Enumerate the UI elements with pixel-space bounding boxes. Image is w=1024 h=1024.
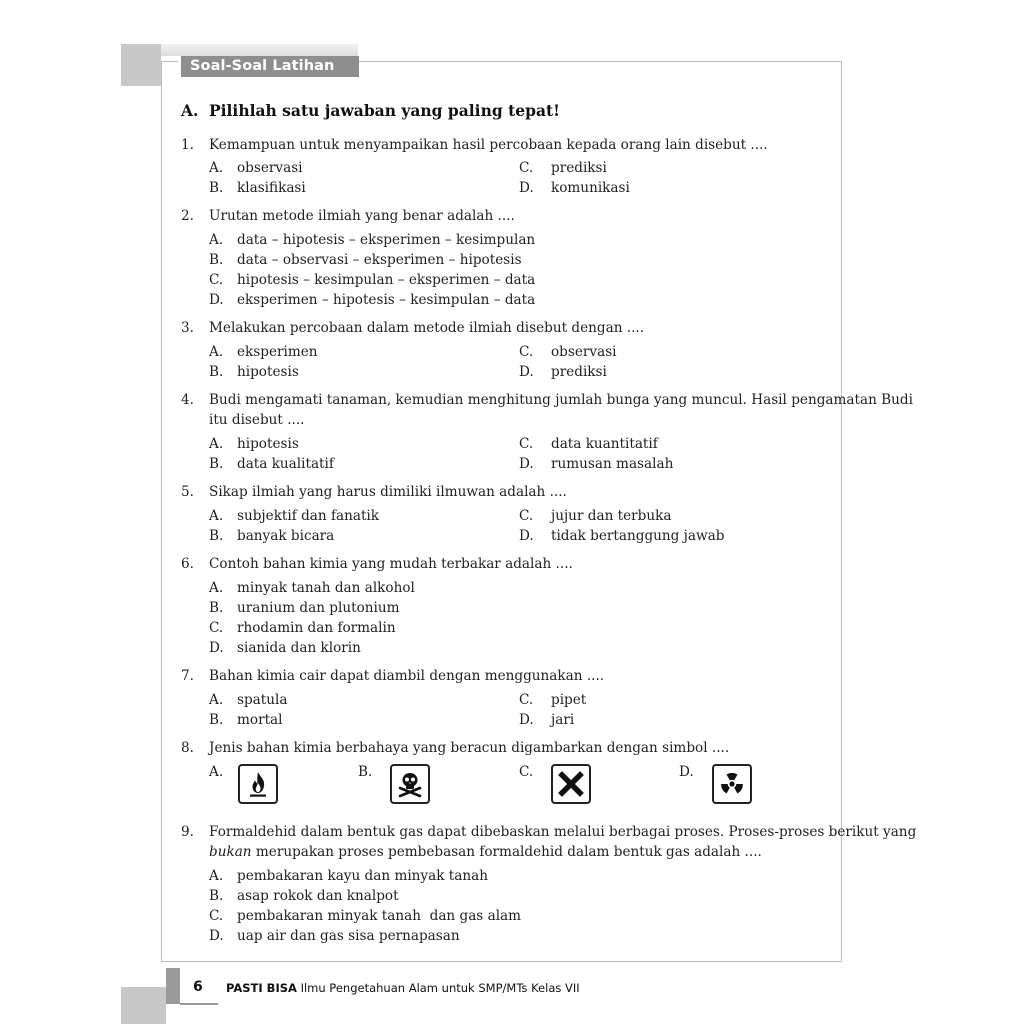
option-letter: D. <box>679 764 694 780</box>
flammable-symbol-icon <box>238 764 278 804</box>
option-text: klasifikasi <box>237 180 306 196</box>
option-letter: A. <box>209 344 224 360</box>
option-letter: A. <box>209 580 224 596</box>
option-letter: C. <box>519 508 534 524</box>
option-text: asap rokok dan knalpot <box>237 888 399 904</box>
option-text: observasi <box>551 344 617 360</box>
question-text: Contoh bahan kimia yang mudah terbakar adalah .... <box>209 556 573 572</box>
question-text: Jenis bahan kimia berbahaya yang beracun digambarkan dengan simbol .... <box>209 740 730 756</box>
option-text: subjektif dan fanatik <box>237 508 380 524</box>
option-letter: B. <box>209 456 224 472</box>
option-letter: D. <box>519 456 534 472</box>
option-text: hipotesis <box>237 436 299 452</box>
section-letter: A. <box>181 101 199 120</box>
option-text: eksperimen – hipotesis – kesimpulan – data <box>237 292 536 308</box>
option-letter: A. <box>209 868 224 884</box>
corner-decor-bottom <box>121 987 166 1024</box>
option-text: rhodamin dan formalin <box>237 620 396 636</box>
option-text: sianida dan klorin <box>237 640 361 656</box>
footer-rule <box>180 1003 218 1005</box>
corner-decor-top <box>121 44 161 86</box>
option-letter: A. <box>209 692 224 708</box>
option-letter: A. <box>209 436 224 452</box>
option-letter: B. <box>358 764 373 780</box>
header-title: Soal-Soal Latihan <box>190 58 335 74</box>
option-letter: A. <box>209 508 224 524</box>
question-number: 1. <box>181 137 194 153</box>
option-letter: C. <box>519 436 534 452</box>
option-letter: C. <box>519 692 534 708</box>
question-number: 6. <box>181 556 194 572</box>
footer-subject: Ilmu Pengetahuan Alam <box>296 981 439 995</box>
option-text: data – observasi – eksperimen – hipotesis <box>237 252 522 268</box>
option-letter: A. <box>209 764 224 780</box>
option-letter: B. <box>209 600 224 616</box>
question-text-continued: itu disebut .... <box>209 412 305 428</box>
option-letter: C. <box>519 764 534 780</box>
footer-brand: PASTI BISA <box>226 981 297 995</box>
question-text-continued-rest: merupakan proses pembebasan formaldehid dalam bentuk gas adalah .... <box>251 844 762 860</box>
header-tab-divider <box>178 56 181 77</box>
corner-decor-top-strip <box>161 44 358 56</box>
question-number: 9. <box>181 824 194 840</box>
option-text: hipotesis – kesimpulan – eksperimen – data <box>237 272 536 288</box>
page-number: 6 <box>193 979 203 995</box>
question-text: Bahan kimia cair dapat diambil dengan menggunakan .... <box>209 668 605 684</box>
footer-bar <box>166 968 180 1004</box>
option-letter: A. <box>209 232 224 248</box>
option-text: jari <box>551 712 575 728</box>
option-text: tidak bertanggung jawab <box>551 528 725 544</box>
question-number: 5. <box>181 484 194 500</box>
option-text: data kualitatif <box>237 456 334 472</box>
option-text: banyak bicara <box>237 528 335 544</box>
option-letter: D. <box>209 640 224 656</box>
option-letter: D. <box>519 528 534 544</box>
option-letter: C. <box>209 908 224 924</box>
option-text: uap air dan gas sisa pernapasan <box>237 928 460 944</box>
option-text: hipotesis <box>237 364 299 380</box>
option-letter: B. <box>209 364 224 380</box>
harmful-x-symbol-icon <box>551 764 591 804</box>
option-text: pembakaran kayu dan minyak tanah <box>237 868 488 884</box>
option-text: prediksi <box>551 160 607 176</box>
option-letter: C. <box>209 272 224 288</box>
emphasis-word: bukan <box>209 844 252 860</box>
radioactive-symbol-icon <box>712 764 752 804</box>
option-letter: A. <box>209 160 224 176</box>
option-text: prediksi <box>551 364 607 380</box>
option-letter: D. <box>209 928 224 944</box>
option-text: rumusan masalah <box>551 456 674 472</box>
option-letter: B. <box>209 180 224 196</box>
option-text: spatula <box>237 692 288 708</box>
option-text: observasi <box>237 160 303 176</box>
option-letter: B. <box>209 888 224 904</box>
question-number: 7. <box>181 668 194 684</box>
footer-level: untuk SMP/MTs Kelas VII <box>438 981 580 995</box>
option-letter: B. <box>209 252 224 268</box>
option-letter: C. <box>209 620 224 636</box>
option-text: jujur dan terbuka <box>551 508 672 524</box>
option-text: pembakaran minyak tanah dan gas alam <box>237 908 522 924</box>
option-letter: D. <box>519 364 534 380</box>
option-text: data – hipotesis – eksperimen – kesimpulan <box>237 232 536 248</box>
question-text: Urutan metode ilmiah yang benar adalah .... <box>209 208 515 224</box>
section-instruction <box>181 101 560 120</box>
question-text: Melakukan percobaan dalam metode ilmiah disebut dengan .... <box>209 320 645 336</box>
option-text: pipet <box>551 692 587 708</box>
question-text-continued <box>209 842 762 862</box>
option-text: mortal <box>237 712 283 728</box>
option-text: komunikasi <box>551 180 630 196</box>
option-text: data kuantitatif <box>551 436 658 452</box>
question-number: 2. <box>181 208 194 224</box>
option-letter: B. <box>209 528 224 544</box>
option-letter: B. <box>209 712 224 728</box>
toxic-skull-symbol-icon <box>390 764 430 804</box>
option-letter: C. <box>519 160 534 176</box>
option-text: eksperimen <box>237 344 318 360</box>
question-number: 8. <box>181 740 194 756</box>
option-letter: D. <box>519 712 534 728</box>
section-instruction-text: Pilihlah satu jawaban yang paling tepat! <box>209 101 560 120</box>
option-letter: C. <box>519 344 534 360</box>
question-text: Formaldehid dalam bentuk gas dapat dibebaskan melalui berbagai proses. Proses-proses berikut yang <box>209 824 917 840</box>
option-text: minyak tanah dan alkohol <box>237 580 415 596</box>
question-number: 3. <box>181 320 194 336</box>
question-text: Kemampuan untuk menyampaikan hasil percobaan kepada orang lain disebut .... <box>209 137 768 153</box>
question-number: 4. <box>181 392 194 408</box>
footer-book-title <box>226 981 580 995</box>
option-letter: D. <box>519 180 534 196</box>
question-text: Budi mengamati tanaman, kemudian menghitung jumlah bunga yang muncul. Hasil pengamatan Budi <box>209 392 913 408</box>
question-text: Sikap ilmiah yang harus dimiliki ilmuwan adalah .... <box>209 484 567 500</box>
option-letter: D. <box>209 292 224 308</box>
option-text: uranium dan plutonium <box>237 600 400 616</box>
